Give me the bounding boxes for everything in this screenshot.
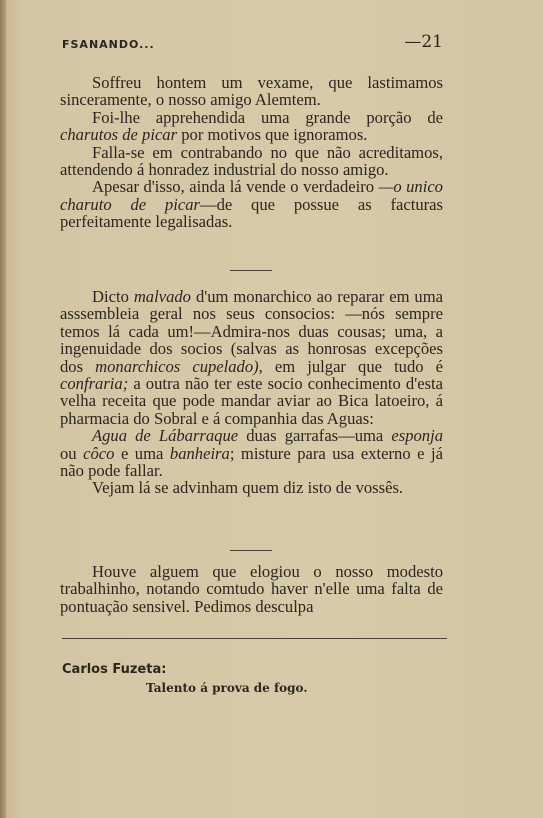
article-pontuacao <box>60 563 443 615</box>
section-divider <box>230 270 272 271</box>
running-head: FSANANDO... <box>62 38 155 51</box>
paragraph: Apesar d'isso, ainda lá vende o verdadeiro —o unico charuto de picar—de que possue as facturas perfeitamente legalisadas. <box>60 177 443 232</box>
paragraph: Soffreu hontem um vexame, que lastimamos sinceramente, o nosso amigo Alemtem. <box>60 73 443 110</box>
recipe-paragraph: Agua de Lábarraque duas garrafas—uma esponja ou côco e uma banheira; misture para usa externo e já não pode fallar. <box>60 426 444 481</box>
paragraph: Dicto malvado d'um monarchico ao reparar em uma asssembleia geral nos seus consocios: —nós sempre temos lá cada um!—Admira-nos duas cousas; uma, a ingenuidade dos socios (salvas as honrosas excepções dos monarchicos cupelado), em julgar que tudo é confraria; a outra não ter este socio conhecimento d'esta velha receita que pode mandar aviar ao Bica latoeiro, á pharmacia do Sobral e á companhia das Aguas: <box>60 287 444 428</box>
book-spine <box>0 0 6 818</box>
motto: Talento á prova de fogo. <box>146 681 308 695</box>
section-divider <box>230 550 272 551</box>
paragraph: Vejam lá se advinham quem diz isto de vossês. <box>92 478 404 498</box>
paragraph: Foi-lhe apprehendida uma grande porção de charutos de picar por motivos que ignoramos. <box>60 107 443 145</box>
article-alemtem <box>60 74 443 231</box>
article-monarchico <box>60 288 443 497</box>
footer-rule <box>62 638 447 639</box>
paragraph: Houve alguem que elogiou o nosso modesto trabalhinho, notando comtudo haver n'elle uma falta de pontuação sensivel. Pedimos desculpa <box>60 562 443 616</box>
page-number: —21 <box>404 32 443 52</box>
paragraph: Falla-se em contrabando no que não acreditamos, attendendo á honradez industrial do nosso amigo. <box>60 142 443 180</box>
signature: Carlos Fuzeta: <box>62 662 167 677</box>
